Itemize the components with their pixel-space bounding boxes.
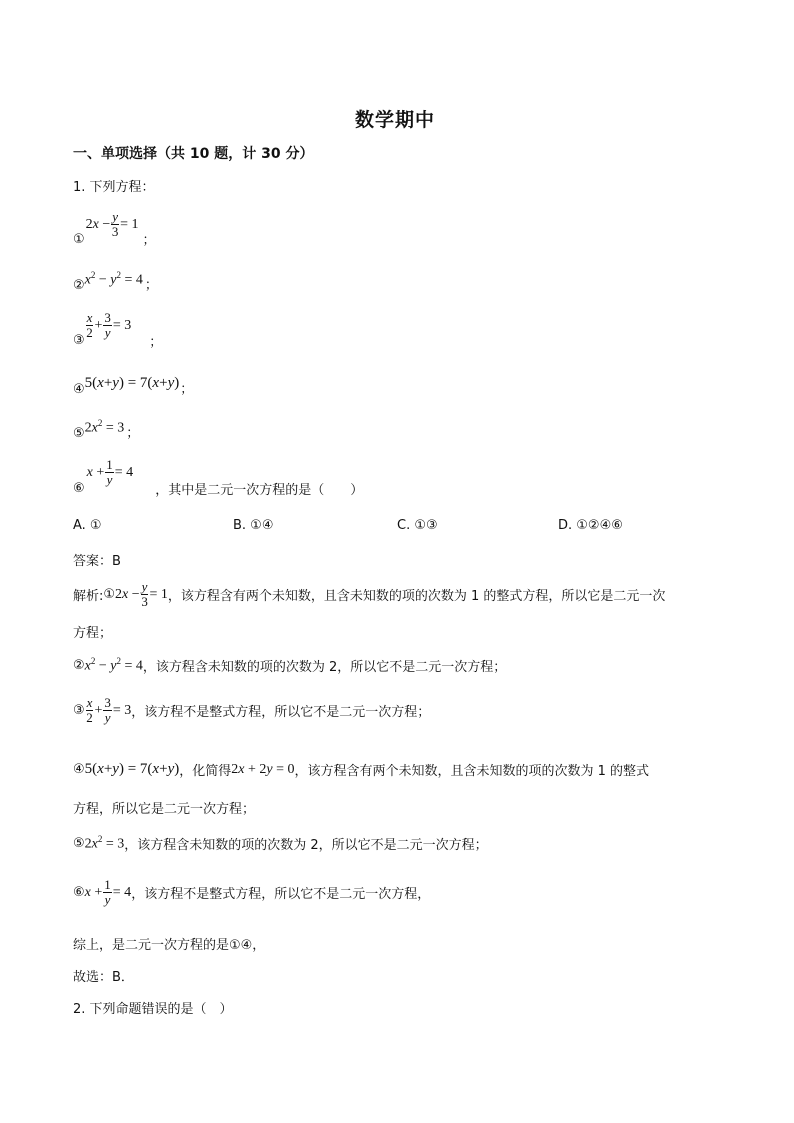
analysis-line-1: 解析: ① 2x − $\frac{y}{3}$ = 1 ，该方程含有两个未知数，且含未知数的项的次数为 1 的整式方程，所以它是二元一次 [73, 579, 666, 609]
option-a: A. ① [73, 518, 102, 533]
option-b: B. ①④ [233, 518, 274, 533]
marker-1: ① [73, 232, 85, 247]
analysis-line-2: ② $x^2 - y^2 = 4$ ，该方程含未知数的项的次数为 2，所以它不是二元一次方程； [73, 656, 507, 675]
answer: 答案：B [73, 554, 121, 569]
equation-5: ⑤ $2x^2 = 3$ ； [73, 418, 140, 441]
section-header: 一、单项选择（共 10 题，计 30 分） [73, 146, 314, 162]
analysis-line-4: ④ 5(x+y) = 7(x+y) ，化简得 2x + 2y = 0 ，该方程含有两个未知数，且含未知数的项的次数为 1 的整式 [73, 761, 650, 779]
marker-6: ⑥ [73, 481, 85, 496]
marker-2: ② [73, 278, 85, 293]
question-1-stem: 1. 下列方程： [73, 180, 155, 195]
question-1-tail: ，其中是二元一次方程的是（ ） [155, 483, 364, 498]
analysis-line-5: ⑤ $2x^2 = 3$ ，该方程含未知数的项的次数为 2，所以它不是二元一次方程； [73, 834, 488, 853]
equation-3: ③ $\frac{x}{2}$ + $\frac{3}{y}$ = 3 ； [73, 310, 163, 350]
analysis-choose: 故选：B． [73, 970, 134, 985]
option-c: C. ①③ [397, 518, 438, 533]
analysis-line-6: ⑥ x + $\frac{1}{y}$ = 4 ，该方程不是整式方程，所以它不是二元一次方程， [73, 877, 431, 907]
equation-2: ② $x^2 - y^2 = 4$ ； [73, 270, 158, 293]
equation-1: ① 2x − $\frac{y}{3}$ = 1 ； [73, 209, 156, 248]
equation-4: ④ 5(x+y) = 7(x+y) ； [73, 375, 194, 397]
option-d: D. ①②④⑥ [558, 518, 623, 533]
marker-4: ④ [73, 382, 85, 397]
page-title: 数学期中 [355, 109, 436, 131]
analysis-summary: 综上，是二元一次方程的是①④， [73, 938, 266, 953]
equation-6: ⑥ x + $\frac{1}{y}$ = 4 ，其中是二元一次方程的是（ ） [73, 457, 364, 498]
marker-5: ⑤ [73, 426, 85, 441]
analysis-line-4-cont: 方程，所以它是二元一次方程； [73, 802, 256, 817]
analysis-line-3: ③ $\frac{x}{2}$ + $\frac{3}{y}$ = 3 ，该方程不是整式方程，所以它不是二元一次方程； [73, 695, 431, 725]
question-2-stem: 2. 下列命题错误的是（ ） [73, 1002, 233, 1017]
analysis-line-1-cont: 方程； [73, 626, 113, 641]
marker-3: ③ [73, 333, 85, 348]
